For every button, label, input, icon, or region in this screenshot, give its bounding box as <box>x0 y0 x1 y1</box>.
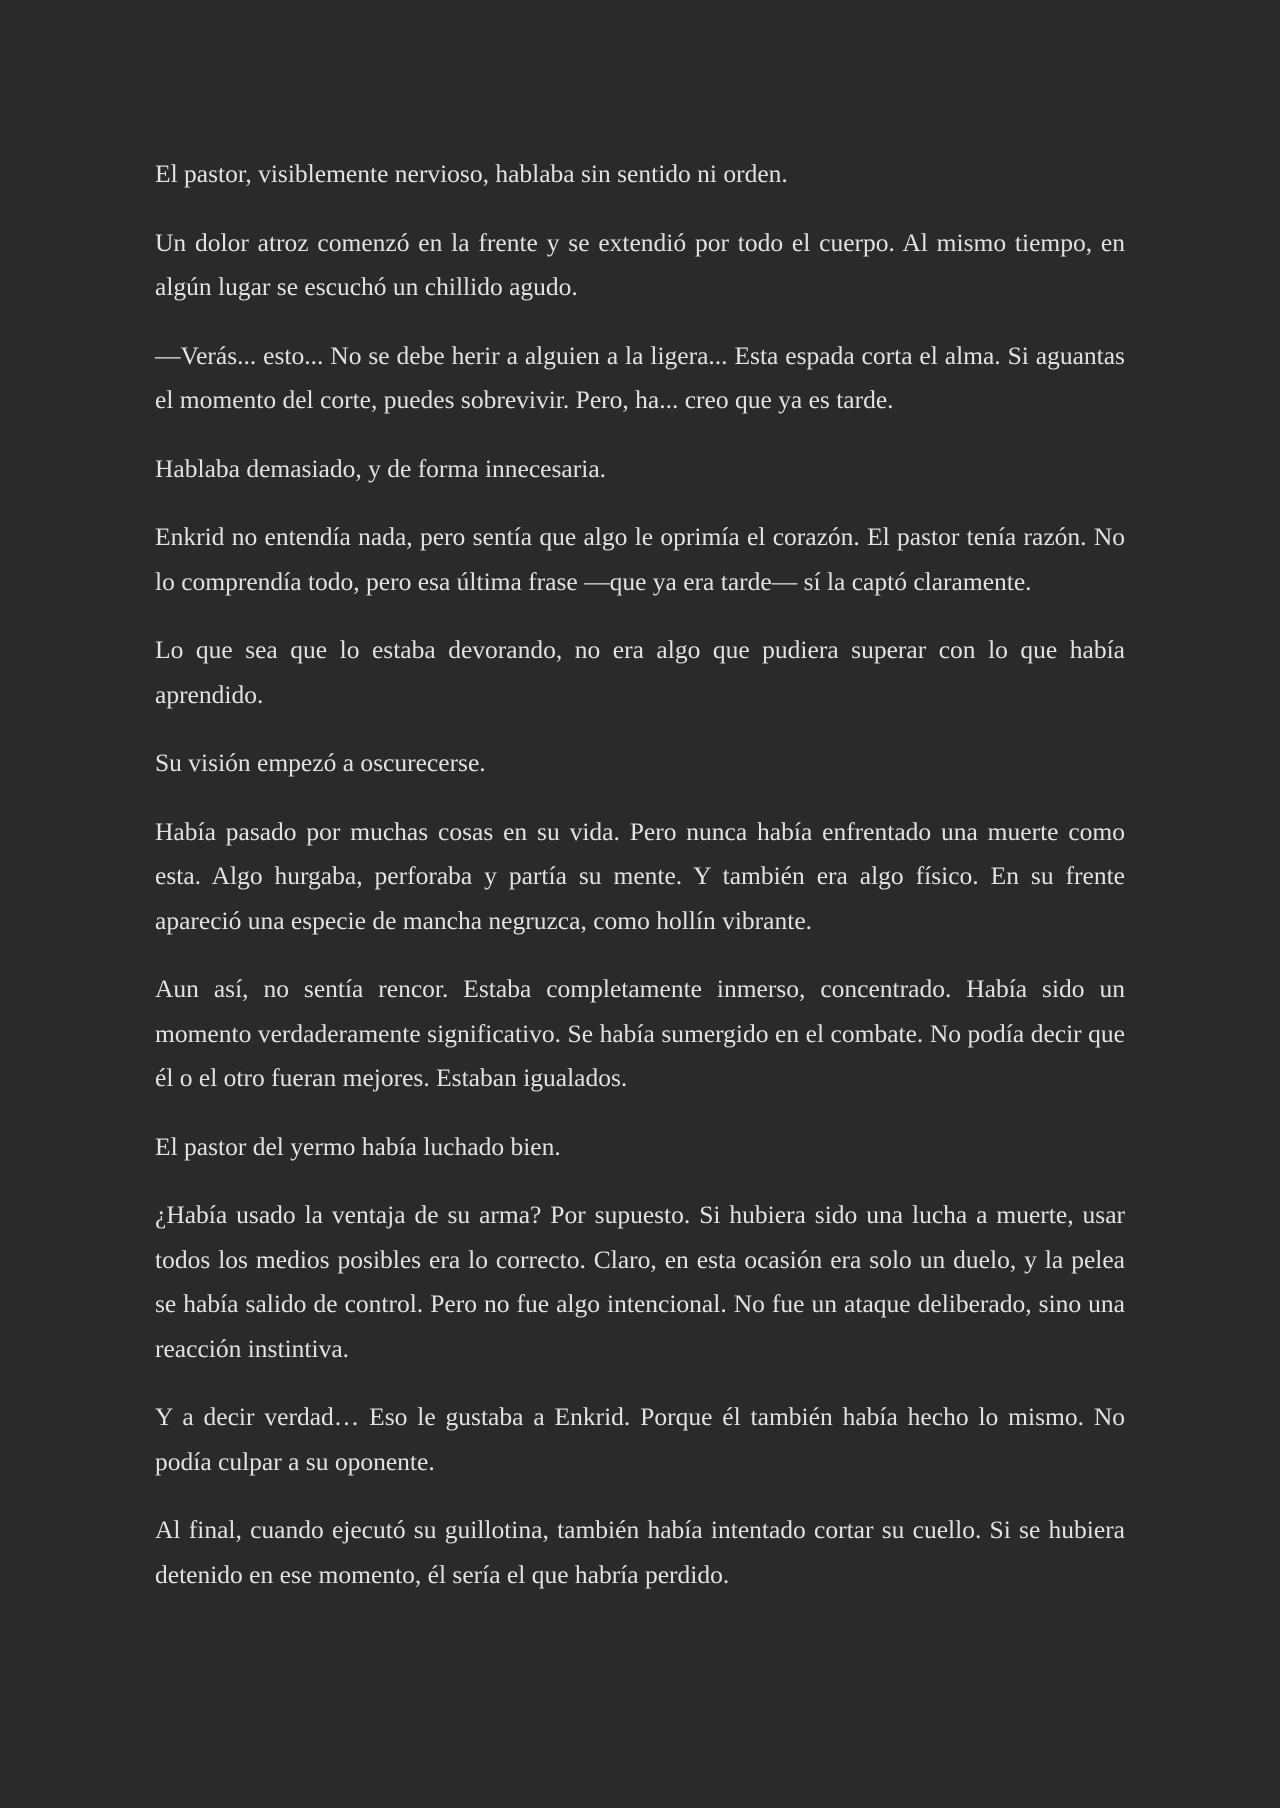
paragraph: Hablaba demasiado, y de forma innecesaria. <box>155 453 607 483</box>
paragraph: El pastor, visiblemente nervioso, hablaba sin sentido ni orden. <box>155 159 788 188</box>
paragraph: Lo que sea que lo estaba devorando, no era algo que pudiera superar con lo que había aprendido. <box>155 635 1125 709</box>
paragraph: Aun así, no sentía rencor. Estaba completamente inmerso, concentrado. Había sido un momento verdaderamente significativo. Se había sumergido en el combate. No podía decir que él o el otro fueran mejores. Estaban igualados. <box>155 974 1125 1092</box>
paragraph: Y a decir verdad… Eso le gustaba a Enkrid. Porque él también había hecho lo mismo. No podía culpar a su oponente. <box>155 1402 1125 1476</box>
paragraph: ¿Había usado la ventaja de su arma? Por supuesto. Si hubiera sido una lucha a muerte, usar todos los medios posibles era lo correcto. Claro, en esta ocasión era solo un duelo, y la pelea se había salido de control. Pero no fue algo intencional. No fue un ataque deliberado, sino una reacción instintiva. <box>155 1200 1125 1363</box>
paragraph: Al final, cuando ejecutó su guillotina, también había intentado cortar su cuello. Si se hubiera detenido en ese momento, él sería el que habría perdido. <box>155 1515 1125 1589</box>
paragraph: El pastor del yermo había luchado bien. <box>155 1131 561 1161</box>
paragraph: Un dolor atroz comenzó en la frente y se extendió por todo el cuerpo. Al mismo tiempo, en algún lugar se escuchó un chillido agudo. <box>155 227 1125 301</box>
paragraph: —Verás... esto... No se debe herir a alguien a la ligera... Esta espada corta el alma. Si aguantas el momento del corte, puedes sobrevivir. Pero, ha... creo que ya es tarde. <box>155 340 1125 414</box>
paragraph: Había pasado por muchas cosas en su vida. Pero nunca había enfrentado una muerte como esta. Algo hurgaba, perforaba y partía su mente. Y también era algo físico. En su frente apareció una especie de mancha negruzca, como hollín vibrante. <box>155 816 1125 935</box>
reader-page <box>155 152 1125 1621</box>
paragraph: Enkrid no entendía nada, pero sentía que algo le oprimía el corazón. El pastor tenía razón. No lo comprendía todo, pero esa última frase —que ya era tarde— sí la captó claramente. <box>155 522 1125 596</box>
paragraph: Su visión empezó a oscurecerse. <box>155 748 486 777</box>
